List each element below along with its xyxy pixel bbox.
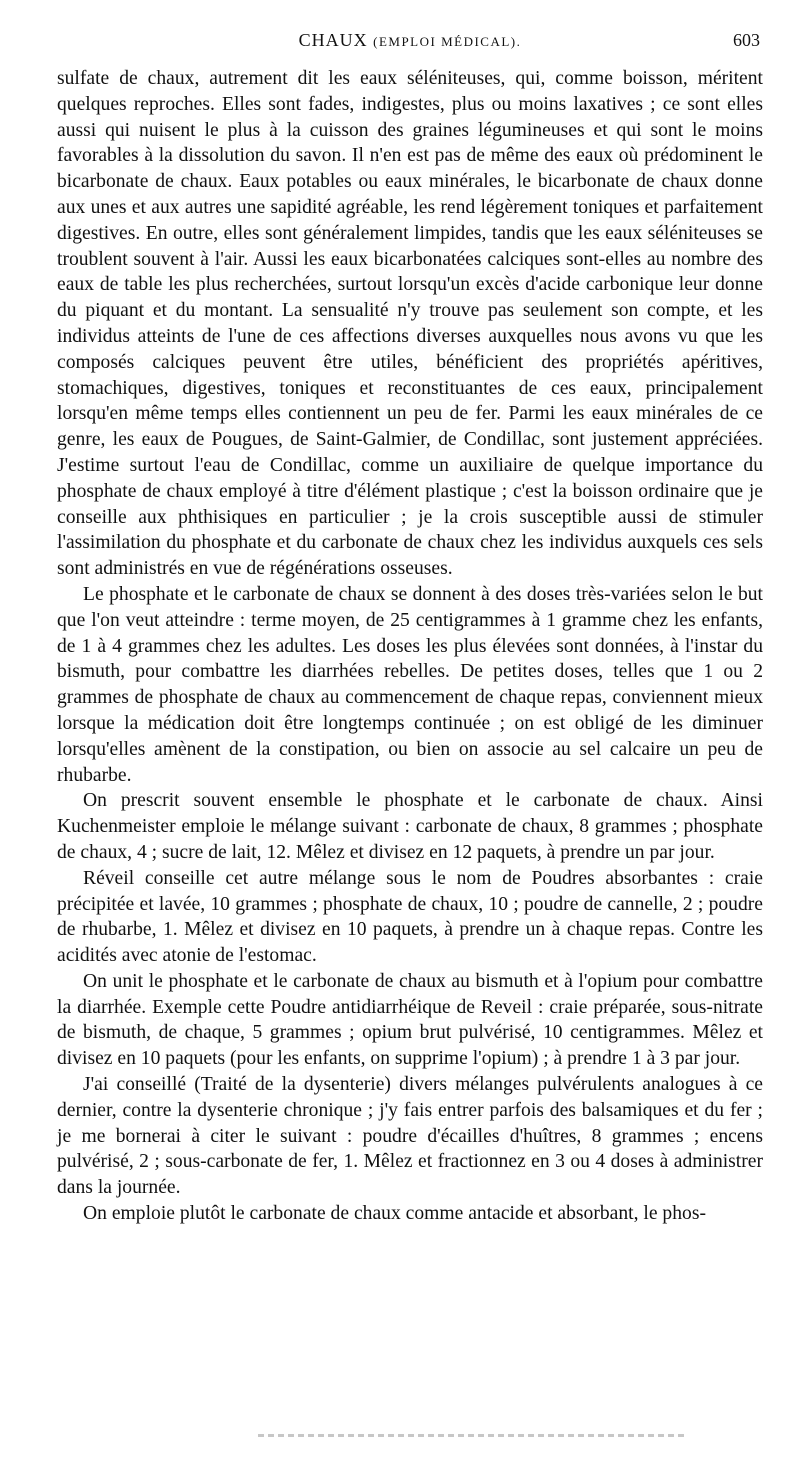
- page-header: [60, 30, 760, 60]
- running-head: [60, 30, 760, 51]
- paragraph: sulfate de chaux, autrement dit les eaux séléniteuses, qui, comme boisson, méritent quelques reproches. Elles sont fades, indigestes, plus ou moins laxatives ; ce sont elles aussi qui nuisent le plus à la cuisson des graines légumineuses et qui sont le moins favorables à la dissolution du savon. Il n'en est pas de même des eaux où prédominent le bicarbonate de chaux. Eaux potables ou eaux minérales, le bicarbonate de chaux donne aux unes et aux autres une sapidité agréable, les rend légèrement toniques et parfaitement digestives. En outre, elles sont généralement limpides, tandis que les eaux séléniteuses se troublent souvent à l'air. Aussi les eaux bicarbonatées calciques sont-elles au nombre des eaux de table les plus recherchées, surtout lorsqu'un excès d'acide carbonique leur donne du piquant et du montant. La sensualité n'y trouve pas seulement son compte, et les individus atteints de l'une de ces affections diverses auxquelles nous avons vu que les composés calciques peuvent être utiles, bénéficient des propriétés apéritives, stomachiques, digestives, toniques et reconstituantes de ces eaux, principalement lorsqu'en même temps elles contiennent un peu de fer. Parmi les eaux minérales de ce genre, les eaux de Pougues, de Saint-Galmier, de Condillac, sont justement appréciées. J'estime surtout l'eau de Condillac, comme un auxiliaire de quelque importance du phosphate de chaux employé à titre d'élément plastique ; c'est la boisson ordinaire que je conseille aux phthisiques en particulier ; je la crois susceptible aussi de stimuler l'assimilation du phosphate et du carbonate de chaux chez les individus auxquels ces sels sont administrés en vue de régénérations osseuses.: [57, 68, 763, 580]
- paragraph: Le phosphate et le carbonate de chaux se donnent à des doses très-variées selon le but que l'on veut atteindre : terme moyen, de 25 centigrammes à 1 gramme chez les enfants, de 1 à 4 grammes chez les adultes. Les doses les plus élevées sont données, à l'instar du bismuth, pour combattre les diarrhées rebelles. De petites doses, telles que 1 ou 2 grammes de phosphate de chaux au commencement de chaque repas, conviennent mieux lorsque la médication doit être longtemps continuée ; on est obligé de les diminuer lorsqu'elles amènent de la constipation, ou bien on associe au sel calcaire un peu de rhubarbe.: [57, 583, 763, 786]
- page-number: 603: [733, 30, 760, 50]
- paragraph: On emploie plutôt le carbonate de chaux comme antacide et absorbant, le phos-: [83, 1203, 706, 1225]
- body-text: [57, 66, 763, 1227]
- running-head-subtitle: (EMPLOI MÉDICAL).: [373, 34, 522, 49]
- paragraph: Réveil conseille cet autre mélange sous le nom de Poudres absorbantes : craie précipitée et lavée, 10 grammes ; phosphate de chaux, 10 ; poudre de cannelle, 2 ; poudre de rhubarbe, 1. Mêlez et divisez en 10 paquets, à prendre un à chaque repas. Contre les acidités avec atonie de l'estomac.: [57, 867, 763, 967]
- paragraph: On prescrit souvent ensemble le phosphate et le carbonate de chaux. Ainsi Kuchenmeister emploie le mélange suivant : carbonate de chaux, 8 grammes ; phosphate de chaux, 4 ; sucre de lait, 12. Mêlez et divisez en 12 paquets, à prendre un par jour.: [57, 790, 763, 863]
- bleed-through-mark: [258, 1434, 688, 1437]
- running-head-title: CHAUX: [298, 30, 368, 50]
- paragraph: On unit le phosphate et le carbonate de chaux au bismuth et à l'opium pour combattre la diarrhée. Exemple cette Poudre antidiarrhéique de Reveil : craie préparée, sous-nitrate de bismuth, de chaque, 5 grammes ; opium brut pulvérisé, 10 centigrammes. Mêlez et divisez en 10 paquets (pour les enfants, on supprime l'opium) ; à prendre 1 à 3 par jour.: [57, 970, 763, 1070]
- paragraph: J'ai conseillé (Traité de la dysenterie) divers mélanges pulvérulents analogues à ce dernier, contre la dysenterie chronique ; j'y fais entrer parfois des balsamiques et du fer ; je me bornerai à citer le suivant : poudre d'écailles d'huîtres, 8 grammes ; encens pulvérisé, 2 ; sous-carbonate de fer, 1. Mêlez et fractionnez en 3 ou 4 doses à administrer dans la journée.: [57, 1074, 763, 1199]
